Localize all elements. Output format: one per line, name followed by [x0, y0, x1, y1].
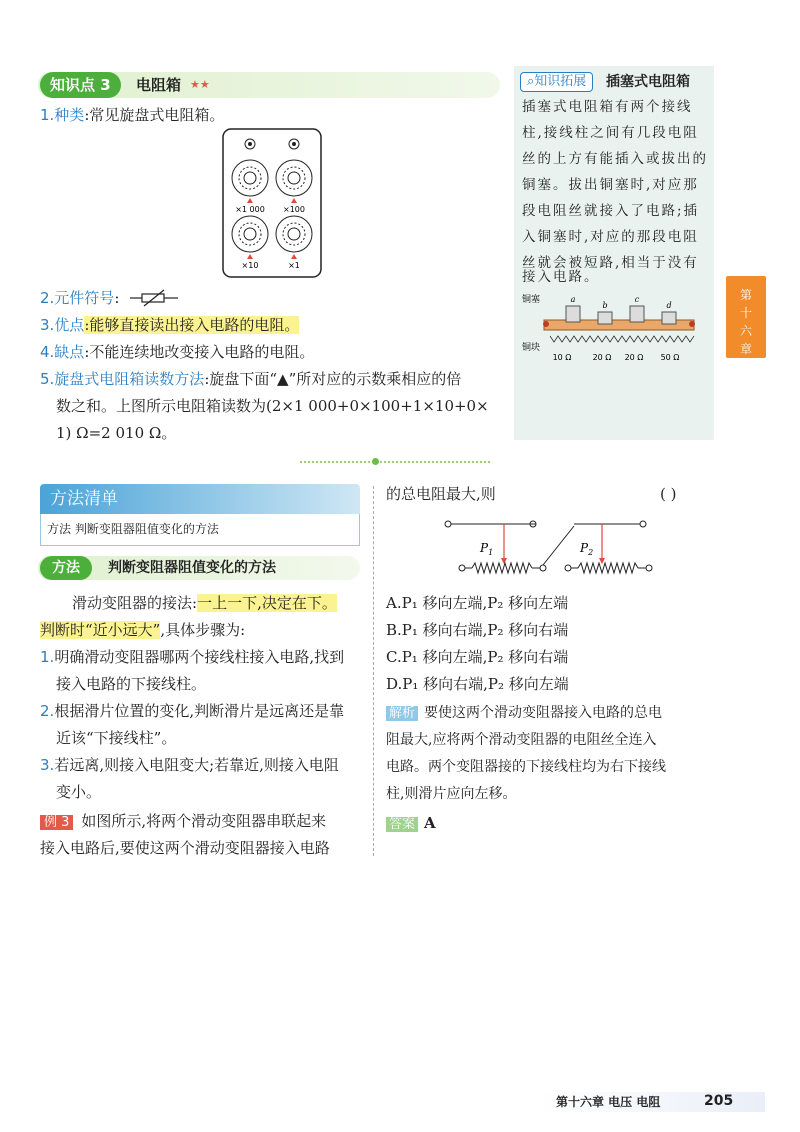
step-text: 明确滑动变阻器哪两个接线柱接入电路,找到 — [54, 648, 345, 666]
step-1-cont: 接入电路的下接线柱。 — [56, 675, 207, 693]
chapter-tab-char: 章 — [739, 342, 752, 356]
symbol-text: : — [114, 289, 120, 307]
reading-line-2: 数之和。上图所示电阻箱读数为(2×1 000+0×100+1×10+0× — [56, 397, 489, 415]
page-number: 205 — [704, 1093, 734, 1109]
reading-line-3: 1) Ω=2 010 Ω。 — [56, 424, 177, 442]
resistance-box-figure — [222, 128, 322, 278]
analysis-text: 要使这两个滑动变阻器接入电路的总电 — [424, 705, 663, 721]
disadvantage-line — [40, 341, 314, 363]
extension-line: 插塞式电阻箱有两个接线 — [522, 99, 693, 115]
example-tag: 例 3 — [40, 815, 73, 830]
methods-subheader: 方法 判断变阻器阻值变化的方法 — [40, 514, 360, 546]
column-divider — [373, 486, 374, 856]
symbol-line — [40, 287, 119, 309]
methods-header: 方法清单 — [40, 484, 360, 514]
chapter-tab-char: 十 — [739, 306, 752, 320]
step-3-cont: 变小。 — [56, 783, 102, 801]
option-d: D.P₁ 移向右端,P₂ 移向左端 — [386, 675, 569, 693]
method-tag: 方法 — [40, 556, 92, 580]
step-text: 根据滑片位置的变化,判断滑片是远离还是靠 — [54, 702, 345, 720]
extension-line: 入铜塞时,对应的那段电阻 — [522, 229, 699, 245]
analysis-line-3: 电路。两个变阻器接的下接线柱均为右下接线 — [386, 759, 666, 775]
question-continued: 的总电阻最大,则 — [386, 485, 496, 503]
option-b: B.P₁ 移向右端,P₂ 移向右端 — [386, 621, 569, 639]
intro-line-2 — [40, 619, 245, 641]
answer-line — [386, 812, 436, 836]
p2-label: $P_2$ — [580, 541, 594, 557]
chapter-tab-char: 第 — [739, 288, 752, 302]
example-text: 如图所示,将两个滑动变阻器串联起来 — [81, 812, 327, 830]
disadvantage-text: :不能连续地改变接入电路的电阻。 — [84, 343, 315, 361]
reading-text: :旋盘下面“▲”所对应的示数乘相应的倍 — [204, 370, 462, 388]
section-divider — [300, 461, 490, 463]
plug-a-label: a — [570, 295, 576, 304]
chapter-tab-char: 六 — [739, 324, 752, 338]
advantage-label: 3.优点 — [40, 316, 85, 334]
label-x1000: ×1 000 — [235, 205, 265, 214]
advantage-line — [40, 314, 299, 336]
plug-box-figure — [520, 290, 706, 364]
intro-line-1 — [72, 592, 337, 614]
option-a: A.P₁ 移向左端,P₂ 移向左端 — [386, 594, 569, 612]
method-title: 判断变阻器阻值变化的方法 — [108, 560, 276, 576]
label-x100: ×100 — [283, 205, 305, 214]
option-c: C.P₁ 移向左端,P₂ 移向右端 — [386, 648, 569, 666]
plug-c-label: c — [634, 295, 640, 304]
intro-highlight: 一上一下,决定在下。 — [197, 594, 337, 612]
intro-text: 滑动变阻器的接法: — [72, 594, 198, 612]
analysis-line-2: 阻最大,应将两个滑动变阻器的电阻丝全连入 — [386, 732, 657, 748]
extension-tag — [520, 72, 593, 92]
knowledge-title: 电阻箱 — [136, 76, 182, 94]
copper-plug-label: 铜塞 — [522, 295, 541, 305]
answer-parentheses: ( ) — [660, 485, 677, 503]
search-icon: ⌕ — [527, 74, 535, 89]
step-3 — [40, 754, 339, 776]
extension-line: 丝的上方有能插入或拔出的 — [522, 151, 708, 167]
plug-d-label: d — [666, 301, 672, 310]
advantage-text: :能够直接读出接入电路的电阻。 — [84, 316, 300, 334]
rheostat-symbol-icon — [130, 288, 180, 308]
analysis-line-4: 柱,则滑片应向左移。 — [386, 786, 517, 802]
label-x1: ×1 — [288, 261, 300, 270]
extension-line: 丝就会被短路,相当于没有 — [522, 255, 699, 271]
step-number: 2. — [40, 702, 55, 720]
step-2 — [40, 700, 344, 722]
answer-value: A — [424, 814, 436, 832]
plug-b-label: b — [602, 301, 608, 310]
type-label: 1.种类 — [40, 106, 85, 124]
rheostat-circuit-figure — [440, 514, 700, 586]
footer-chapter: 第十六章 电压 电阻 — [556, 1095, 661, 1109]
extension-tag-label: 知识拓展 — [534, 74, 587, 89]
step-number: 3. — [40, 756, 55, 774]
label-x10: ×10 — [241, 261, 259, 270]
analysis-tag: 解析 — [386, 706, 418, 721]
r4-label: 50 Ω — [660, 353, 680, 362]
disadvantage-label: 4.缺点 — [40, 343, 85, 361]
extension-line: 段电阻丝就接入了电路;插 — [522, 203, 700, 219]
divider-dot — [372, 458, 379, 465]
step-text: 若远离,则接入电阻变大;若靠近,则接入电阻 — [54, 756, 339, 774]
r3-label: 20 Ω — [624, 353, 644, 362]
reading-label: 5.旋盘式电阻箱读数方法 — [40, 370, 205, 388]
knowledge-tag: 知识点 3 — [40, 72, 121, 98]
extension-title: 插塞式电阻箱 — [606, 74, 690, 90]
reading-line — [40, 368, 461, 390]
analysis-line-1 — [386, 702, 662, 725]
symbol-label: 2.元件符号 — [40, 289, 115, 307]
step-number: 1. — [40, 648, 55, 666]
example-line-1 — [40, 810, 326, 834]
chapter-tab — [726, 276, 766, 358]
copper-block-label: 铜块 — [522, 343, 541, 353]
type-text: :常见旋盘式电阻箱。 — [84, 106, 225, 124]
intro-highlight-2: 判断时“近小远大” — [40, 621, 161, 639]
answer-tag: 答案 — [386, 817, 418, 832]
r2-label: 20 Ω — [592, 353, 612, 362]
p1-label: $P_1$ — [480, 541, 494, 557]
extension-line: 铜塞。拔出铜塞时,对应那 — [522, 177, 699, 193]
type-line — [40, 104, 224, 126]
extension-line: 柱,接线柱之间有几段电阻 — [522, 125, 699, 141]
example-line-2: 接入电路后,要使这两个滑动变阻器接入电路 — [40, 839, 330, 857]
step-2-cont: 近该“下接线柱”。 — [56, 729, 177, 747]
extension-line: 接入电路。 — [522, 269, 600, 285]
r1-label: 10 Ω — [552, 353, 572, 362]
difficulty-stars: ★★ — [190, 78, 210, 91]
intro-text-2: ,具体步骤为: — [160, 621, 246, 639]
step-1 — [40, 646, 344, 668]
